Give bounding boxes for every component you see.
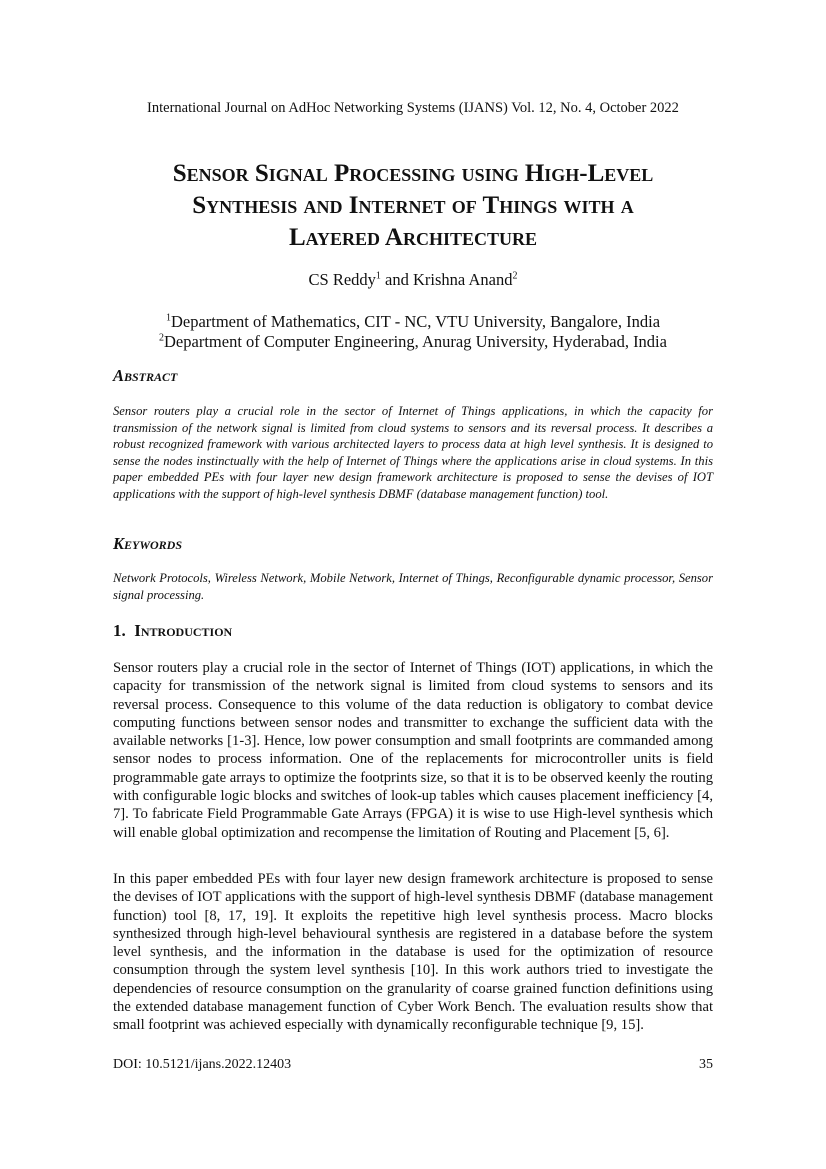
affiliation-1-sup: 1 <box>165 312 171 324</box>
doi: DOI: 10.5121/ijans.2022.12403 <box>113 1057 292 1072</box>
abstract-text: Sensor routers play a crucial role in the sector of Internet of Things applications, in which the capacity for transmission of the network signal is limited from cloud systems to sensors and its reversal process. It describes a robust recognized framework with various architected layers to process data at high level synthesis. It is designed to sense the nodes instinctually with the help of Internet of Things where the applications arise in cloud systems. In this paper embedded PEs with four layer new design framework architecture is proposed to sense the devises of IOT applications with the support of high-level synthesis DBMF (database management function) tool. <box>113 404 713 501</box>
author-conj: and <box>380 270 413 289</box>
author-1: CS Reddy <box>308 270 376 289</box>
title-line-1: Sensor Signal Processing using High-Level <box>172 160 654 187</box>
keywords-text: Network Protocols, Wireless Network, Mobile Network, Internet of Things, Reconfigurable dynamic processor, Sensor signal processing. <box>113 571 713 602</box>
abstract-heading: Abstract <box>113 366 178 385</box>
author-2: Krishna Anand <box>413 270 513 289</box>
author-1-sup: 1 <box>375 270 381 282</box>
affiliation-2-sup: 2 <box>159 332 165 344</box>
affiliations <box>0 312 826 352</box>
affiliation-1 <box>0 312 826 332</box>
authors <box>0 270 826 290</box>
affiliation-2-text: Department of Computer Engineering, Anurag University, Hyderabad, India <box>164 332 667 351</box>
paper-title <box>60 158 766 254</box>
section-number: 1. <box>113 621 126 640</box>
introduction-heading <box>113 621 232 641</box>
introduction-paragraph-2: In this paper embedded PEs with four layer new design framework architecture is proposed to sense the devises of IOT applications with the support of high-level synthesis DBMF (database management function) tool [8, 17, 19]. It exploits the repetitive high level synthesis process. Macro blocks synthesized through high-level behavioural synthesis are registered in a database before the system level synthesis, and the information in the database is used for the optimization of resource consumption through the system level synthesis [10]. In this work authors tried to investigate the dependencies of resource consumption on the granularity of coarse grained function definitions using the extended database management function of Cyber Work Bench. The evaluation results show that small footprint was achieved especially with dynamically reconfigurable technique [9, 15]. <box>113 871 713 1034</box>
title-line-3: Layered Architecture <box>289 224 537 251</box>
section-title: Introduction <box>134 621 233 640</box>
keywords-heading: Keywords <box>113 534 183 553</box>
affiliation-2 <box>0 332 826 352</box>
title-line-2: Synthesis and Internet of Things with a <box>192 192 634 219</box>
introduction-paragraph-1: Sensor routers play a crucial role in the sector of Internet of Things (IOT) applications, in which the capacity for transmission of the network signal is limited from cloud systems to sensors and its reversal process. Consequence to this volume of the data reduction is obligatory to combat device computing functions between sensor nodes and transmitter to exchange the sufficient data with the available networks [1-3]. Hence, low power consumption and small footprints are commanded among sensor nodes to process information. One of the replacements for microcontroller units is field programmable gate arrays to optimize the footprints size, so that it is to be observed keenly the routing with configurable logic blocks and switches of look-up tables which causes placement inefficiency [4, 7]. To fabricate Field Programmable Gate Arrays (FPGA) it is wise to use High-level synthesis which will enable global optimization and recompense the limitation of Routing and Placement [5, 6]. <box>113 660 713 841</box>
page-number: 35 <box>699 1057 713 1072</box>
affiliation-1-text: Department of Mathematics, CIT - NC, VTU University, Bangalore, India <box>170 312 661 331</box>
author-2-sup: 2 <box>512 270 518 282</box>
journal-header: International Journal on AdHoc Networking Systems (IJANS) Vol. 12, No. 4, October 2022 <box>147 100 679 116</box>
